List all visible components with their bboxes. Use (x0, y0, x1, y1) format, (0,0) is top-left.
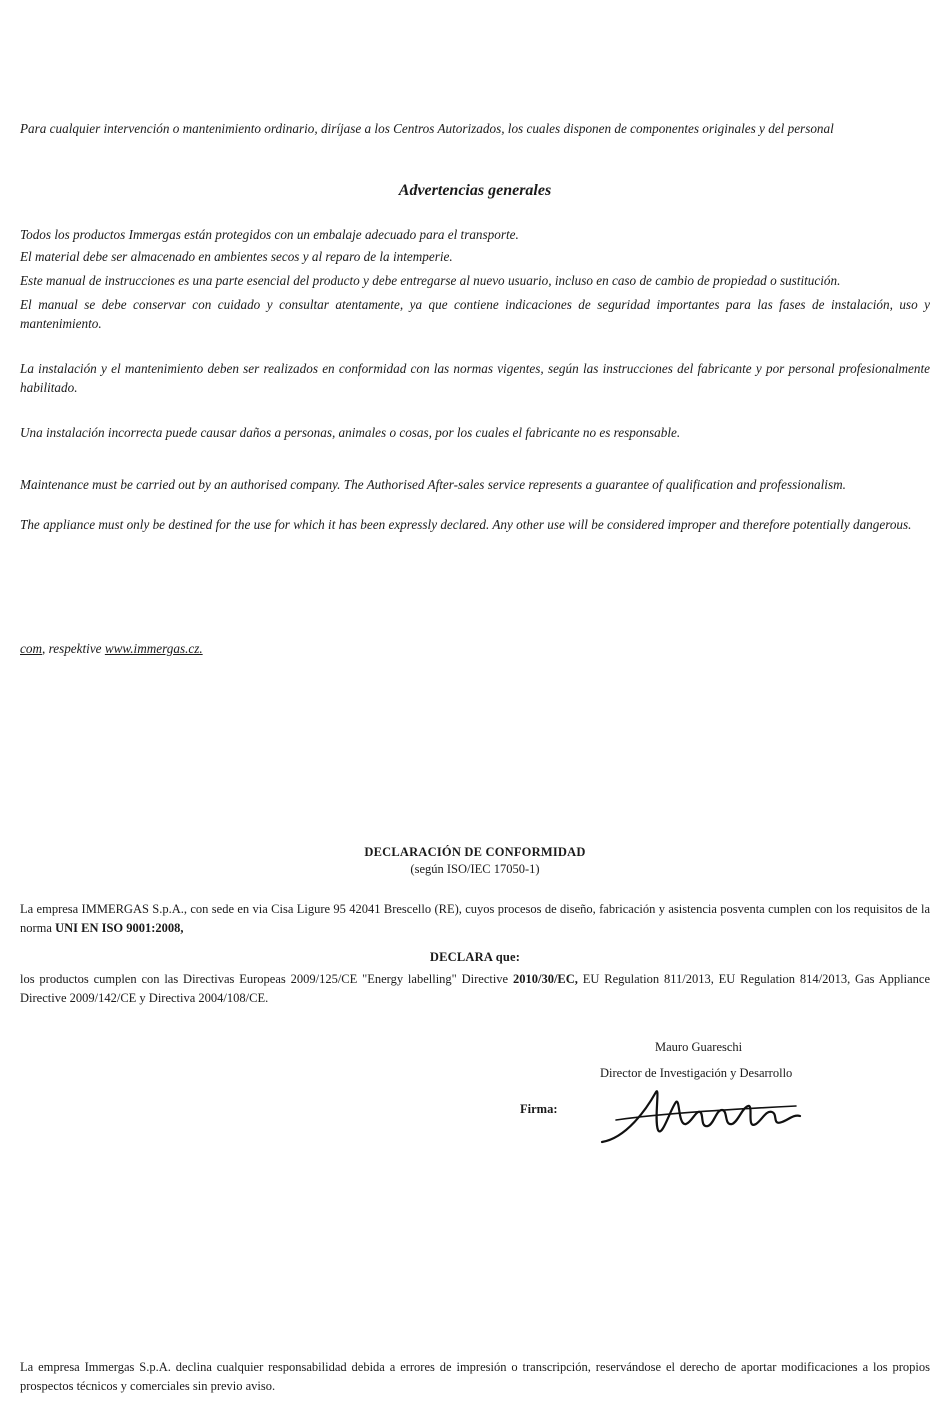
page-top-title-block (0, 14, 950, 31)
declaration-body: La empresa IMMERGAS S.p.A., con sede en via Cisa Ligure 95 42041 Brescello (RE), cuyos procesos de diseño, fabricación y asistencia posventa cumplen con los requisitos de la norma UNI EN ISO 9001:2008, (20, 902, 930, 935)
handwritten-signature (596, 1080, 806, 1152)
manual-line: Este manual de instrucciones es una parte esencial del producto y debe entregarse al nuevo usuario, incluso en caso de cambio de propiedad o sustitución. (20, 273, 841, 288)
signer-name: Mauro Guareschi (655, 1040, 743, 1054)
iso-standard: UNI EN ISO 9001:2008, (55, 920, 184, 935)
storage-line: El material debe ser almacenado en ambientes secos y al reparo de la intemperie. (20, 249, 453, 264)
signer-role: Director de Investigación y Desarrollo (600, 1066, 793, 1080)
website-link[interactable]: com (20, 641, 42, 656)
directive-ec: 2010/30/EC, (512, 972, 578, 986)
advisory-paragraph-2: La instalación y el mantenimiento deben ser realizados en conformidad con las normas vigentes, según las instrucciones del fabricante y por personal profesionalmente habilitado. (20, 361, 930, 395)
footer-disclaimer: La empresa Immergas S.p.A. declina cualquier responsabilidad debida a errores de impresión o transcripción, reservándose el derecho de aportar modificaciones a los propios prospectos técnicos y comerciales sin previo aviso. (20, 1360, 930, 1393)
declares-heading: DECLARA que: (429, 950, 521, 964)
website-line: com, respektive www.immergas.cz. (20, 641, 203, 656)
signature-label: Firma: (520, 1102, 558, 1116)
declaration-subtitle: (según ISO/IEC 17050-1) (410, 862, 540, 876)
advisory-paragraph-1: El manual se debe conservar con cuidado y consultar atentamente, ya que contiene indicaciones de seguridad importantes para las fases de instalación, uso y mantenimiento. (20, 297, 930, 331)
general-warnings-title: Advertencias generales (398, 182, 552, 199)
advisory-paragraph-4: Maintenance must be carried out by an authorised company. The Authorised After-sales service represents a guarantee of qualification and professionalism. (20, 477, 846, 492)
transport-line: Todos los productos Immergas están protegidos con un embalaje adecuado para el transporte. (20, 227, 519, 242)
advisory-paragraph-3: Una instalación incorrecta puede causar daños a personas, animales o cosas, por los cuales el fabricante no es responsable. (20, 425, 681, 440)
declaration-title: DECLARACIÓN DE CONFORMIDAD (364, 845, 586, 859)
declaration-directives: los productos cumplen con las Directivas Europeas 2009/125/CE "Energy labelling" Directive 2010/30/EC, EU Regulation 811/2013, EU Regulation 814/2013, Gas Appliance Directive 2009/142/CE y Directiva 2004/108/CE. (20, 972, 931, 1005)
advisory-paragraph-5: The appliance must only be destined for the use for which it has been expressly declared. Any other use will be considered improper and therefore potentially dangerous. (20, 517, 912, 532)
intro-paragraph: Para cualquier intervención o mantenimiento ordinario, diríjase a los Centros Autorizados, los cuales disponen de componentes originales y del personal (20, 121, 834, 136)
website-link-cz[interactable]: www.immergas.cz. (104, 641, 203, 656)
